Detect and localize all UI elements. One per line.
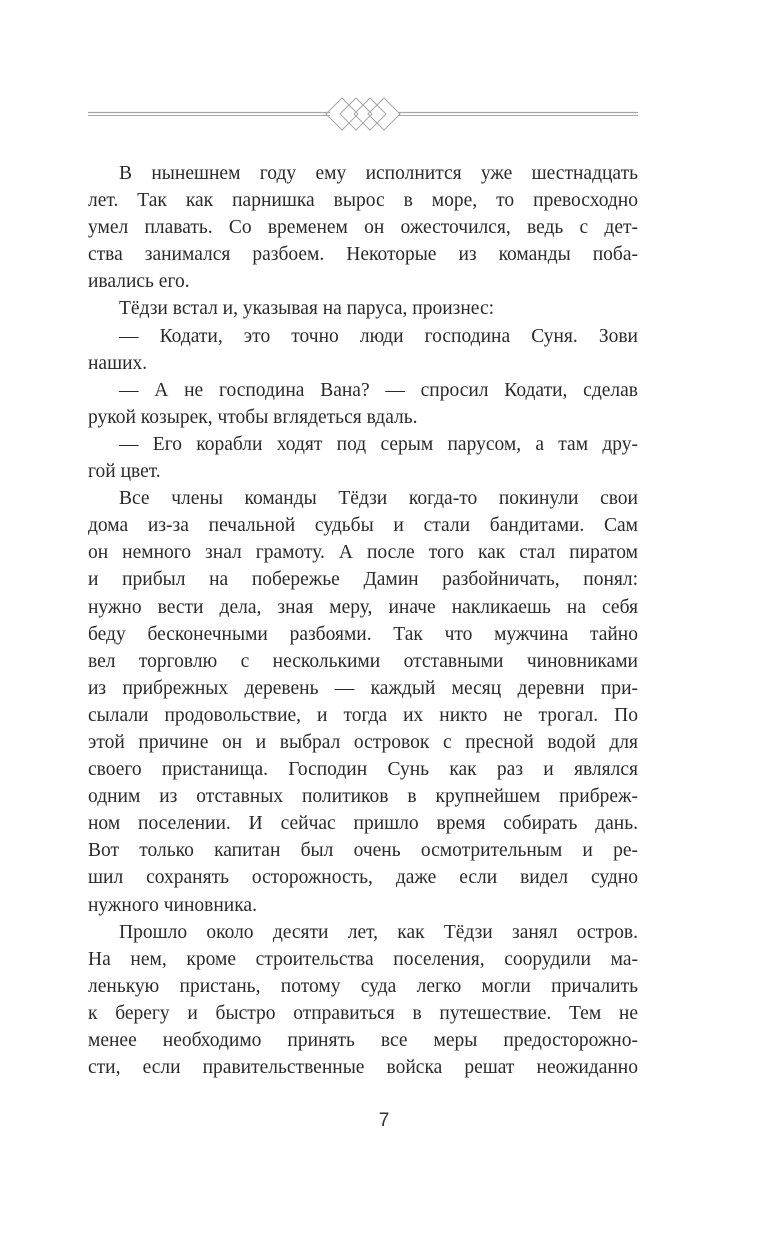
text-line: рукой козырек, чтобы вглядеться вдаль. <box>88 406 418 428</box>
text-line: ном поселении. И сейчас пришло время собирать дань. <box>88 813 638 835</box>
text-line: нужного чиновника. <box>88 894 257 916</box>
text-line: беду бесконечными разбоями. Так что мужчина тайно <box>88 623 638 645</box>
text-line: Все члены команды Тёдзи когда-то покинули свои <box>119 488 638 510</box>
text-line: ства занимался разбоем. Некоторые из команды поба- <box>88 244 638 266</box>
text-line: В нынешнем году ему исполнится уже шестнадцать <box>119 163 638 184</box>
text-line: — Кодати, это точно люди господина Суня. Зови <box>119 325 638 347</box>
text-line: ленькую пристань, потому суда легко могли причалить <box>88 975 638 997</box>
text-line: шил сохранять осторожность, даже если видел судно <box>88 867 638 889</box>
page-number: 7 <box>378 1110 390 1131</box>
text-line: — А не господина Вана? — спросил Кодати, сделав <box>119 379 638 401</box>
text-line: наших. <box>88 352 148 374</box>
text-line: одним из отставных политиков в крупнейшем прибреж- <box>88 786 638 808</box>
header-ornament <box>88 92 638 132</box>
text-line: дома из-за печальной судьбы и стали бандитами. Сам <box>88 515 638 537</box>
text-line: Прошло около десяти лет, как Тёдзи занял остров. <box>119 921 638 943</box>
body-text <box>88 160 638 1081</box>
text-line: к берегу и быстро отправиться в путешествие. Тем не <box>88 1002 638 1024</box>
text-line: лет. Так как парнишка вырос в море, то превосходно <box>88 190 638 212</box>
text-line: и прибыл на побережье Дамин разбойничать, понял: <box>88 569 638 591</box>
text-line: своего пристанища. Господин Сунь как раз и являлся <box>88 759 638 781</box>
text-line: менее необходимо принять все меры предосторожно- <box>88 1030 638 1051</box>
text-line: сылали продовольствие, и тогда их никто не трогал. По <box>88 704 638 726</box>
text-line: он немного знал грамоту. А после того как стал пиратом <box>88 542 638 564</box>
text-line: вел торговлю с несколькими отставными чиновниками <box>88 650 638 672</box>
diamond-lattice-divider-icon <box>88 92 638 132</box>
text-line: умел плавать. Со временем он ожесточился, ведь с дет- <box>88 217 638 239</box>
text-line: сти, если правительственные войска решат неожиданно <box>88 1057 638 1079</box>
text-line: На нем, кроме строительства поселения, соорудили ма- <box>88 948 638 970</box>
text-line: — Его корабли ходят под серым парусом, а там дру- <box>119 433 638 455</box>
text-line: гой цвет. <box>88 461 161 483</box>
text-line: нужно вести дела, зная меру, иначе накликаешь на себя <box>88 596 638 618</box>
text-line: ивались его. <box>88 271 190 293</box>
text-line: Тёдзи встал и, указывая на паруса, произнес: <box>119 298 495 320</box>
text-line: из прибрежных деревень — каждый месяц деревни при- <box>88 677 638 699</box>
text-line: Вот только капитан был очень осмотрительным и ре- <box>88 840 638 862</box>
text-line: этой причине он и выбрал островок с пресной водой для <box>88 731 638 753</box>
